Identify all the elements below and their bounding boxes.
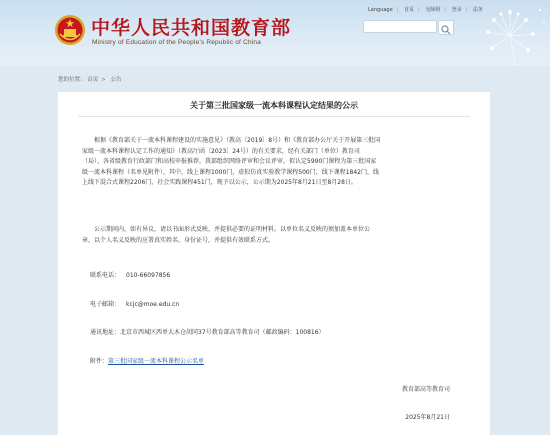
paragraph-line: （局）、各省级教育行政部门和高校申报推荐，我部组织网络评审和会议评审，拟认定5990门课程为第三批国家 (82, 158, 377, 165)
home-link[interactable]: 首页 (403, 7, 414, 13)
paragraph-line: 上线下混合式课程2206门，社会实践课程451门，现予以公示，公示期为2025年8月21日至8月28日。 (82, 179, 357, 186)
attachment-label: 附件： (90, 358, 109, 365)
breadcrumb-prefix: 您的位置： (58, 77, 86, 83)
attachment-link[interactable]: 第三批国家级一流本科课程公示名单 (108, 358, 205, 365)
title-divider (78, 116, 470, 117)
contact-address (90, 327, 325, 336)
signature: 教育部高等教育司 (401, 386, 450, 393)
phone-value: 010-66097856 (126, 272, 171, 279)
legal-link[interactable]: 法务 (472, 7, 483, 13)
publish-date: 2025年8月21日 (405, 414, 450, 421)
site-header (0, 0, 550, 66)
paragraph-line: 公示期间内，如有异议，请以书面形式反映，并提供必要的证明材料。以单位名义反映的须加盖本单位公 (94, 226, 371, 233)
phone-label: 联系电话： (90, 272, 121, 279)
paragraph-line: 章，以个人名义反映的应署真实姓名、身份证号，并提供有效联系方式。 (82, 236, 275, 244)
email-label: 电子邮箱： (90, 301, 121, 308)
attachment (90, 356, 204, 365)
address-value: 北京市西城区西单大木仓胡同37号教育部高等教育司（邮政编码：100816） (120, 329, 325, 336)
body-paragraph-2 (82, 225, 466, 246)
body-paragraph-1 (82, 136, 466, 189)
content-panel (58, 92, 490, 435)
breadcrumb-home[interactable]: 首页 (87, 77, 99, 83)
site-subtitle: Ministry of Education of the People's Republic of China (92, 39, 262, 46)
address-label: 通讯地址： (90, 329, 121, 336)
breadcrumb: 您的位置： 首页 > 公告 (58, 77, 122, 83)
accessibility-link[interactable]: 无障碍 (425, 7, 441, 13)
login-link[interactable]: 登录 (451, 7, 462, 13)
paragraph-line: 级一流本科课程（名单见附件），其中，线上课程1000门，虚拟仿真实验教学课程500门，线下课程1842门，线 (82, 168, 379, 176)
page-title: 关于第三批国家级一流本科课程认定结果的公示 (190, 101, 358, 110)
site-title: 中华人民共和国教育部 (91, 17, 292, 39)
paragraph-line: 家级一流本科课程认定工作的通知》（教高厅函〔2023〕24号）的有关要求，经有关部门（单位）教育司 (82, 147, 360, 155)
national-emblem-icon (54, 14, 86, 46)
email-value[interactable]: kcjc@moe.edu.cn (126, 301, 180, 308)
language-link[interactable]: Language (368, 7, 393, 13)
search-input[interactable] (363, 20, 437, 33)
paragraph-line: 根据《教育部关于一流本科课程建设的实施意见》（教高〔2019〕8号）和《教育部办公厅关于开展第三批国 (94, 137, 381, 144)
breadcrumb-notices[interactable]: 公告 (110, 77, 122, 83)
contact-email (90, 299, 179, 308)
top-links: Language | 首页 | 无障碍 | 登录 | 法务 (368, 7, 483, 13)
dandelion-decoration-icon (440, 0, 550, 66)
contact-phone (90, 270, 170, 279)
